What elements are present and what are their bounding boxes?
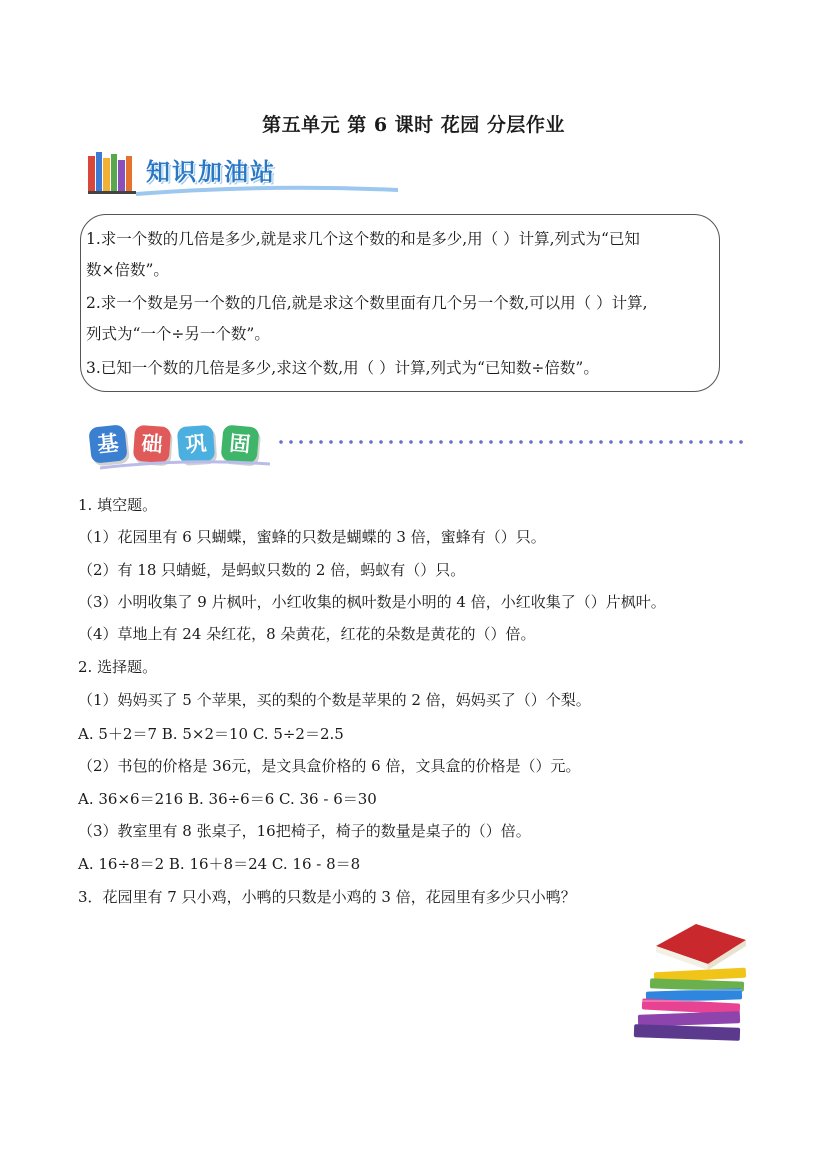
question-line: （3）教室里有 8 张桌子，16把椅子，椅子的数量是桌子的（）倍。 bbox=[78, 822, 531, 840]
basics-tile: 基 bbox=[88, 424, 128, 464]
basics-tile: 固 bbox=[220, 424, 259, 463]
knowledge-line: 2.求一个数是另一个数的几倍,就是求这个数里面有几个另一个数,可以用（ ）计算, bbox=[86, 294, 648, 312]
question-line: （3）小明收集了 9 片枫叶，小红收集的枫叶数是小明的 4 倍，小红收集了（）片枫叶。 bbox=[78, 593, 666, 611]
banner-swoosh bbox=[136, 182, 398, 198]
knowledge-banner bbox=[88, 148, 318, 198]
question-line: （2）书包的价格是 36元，是文具盒价格的 6 倍，文具盒的价格是（）元。 bbox=[78, 757, 581, 775]
basics-banner bbox=[90, 420, 750, 474]
knowledge-line: 列式为“一个÷另一个数”。 bbox=[86, 325, 270, 343]
banner-swoosh bbox=[100, 458, 270, 472]
knowledge-line: 数×倍数”。 bbox=[86, 261, 169, 279]
answer-options: A. 36×6＝216 B. 36÷6＝6 C. 36 - 6＝30 bbox=[78, 790, 377, 808]
knowledge-line: 1.求一个数的几倍是多少,就是求几个这个数的和是多少,用（ ）计算,列式为“已知 bbox=[86, 230, 640, 248]
page-title: 第五单元 第 6 课时 花园 分层作业 bbox=[262, 114, 565, 136]
question-line: （4）草地上有 24 朵红花，8 朵黄花，红花的朵数是黄花的（）倍。 bbox=[78, 625, 536, 643]
question-line: （1）妈妈买了 5 个苹果，买的梨的个数是苹果的 2 倍，妈妈买了（）个梨。 bbox=[78, 691, 591, 709]
knowledge-line: 3.已知一个数的几倍是多少,求这个数,用（ ）计算,列式为“已知数÷倍数”。 bbox=[86, 359, 599, 377]
book-stack-icon bbox=[616, 916, 756, 1048]
knowledge-banner-label: 知识加油站 bbox=[146, 158, 276, 186]
question-heading: 3．花园里有 7 只小鸡，小鸭的只数是小鸡的 3 倍，花园里有多少只小鸭？ bbox=[78, 888, 576, 906]
dotted-divider bbox=[276, 438, 746, 446]
question-heading: 1. 填空题。 bbox=[78, 496, 158, 514]
basics-tile: 础 bbox=[133, 425, 171, 463]
answer-options: A. 16÷8＝2 B. 16＋8＝24 C. 16 - 8＝8 bbox=[78, 855, 361, 873]
question-line: （1）花园里有 6 只蝴蝶，蜜蜂的只数是蝴蝶的 3 倍，蜜蜂有（）只。 bbox=[78, 528, 546, 546]
question-heading: 2. 选择题。 bbox=[78, 658, 158, 676]
question-line: （2）有 18 只蜻蜓，是蚂蚁只数的 2 倍，蚂蚁有（）只。 bbox=[78, 561, 466, 579]
bookshelf-icon bbox=[88, 150, 138, 194]
basics-tile: 巩 bbox=[177, 425, 215, 463]
answer-options: A. 5＋2＝7 B. 5×2＝10 C. 5÷2＝2.5 bbox=[78, 725, 344, 743]
